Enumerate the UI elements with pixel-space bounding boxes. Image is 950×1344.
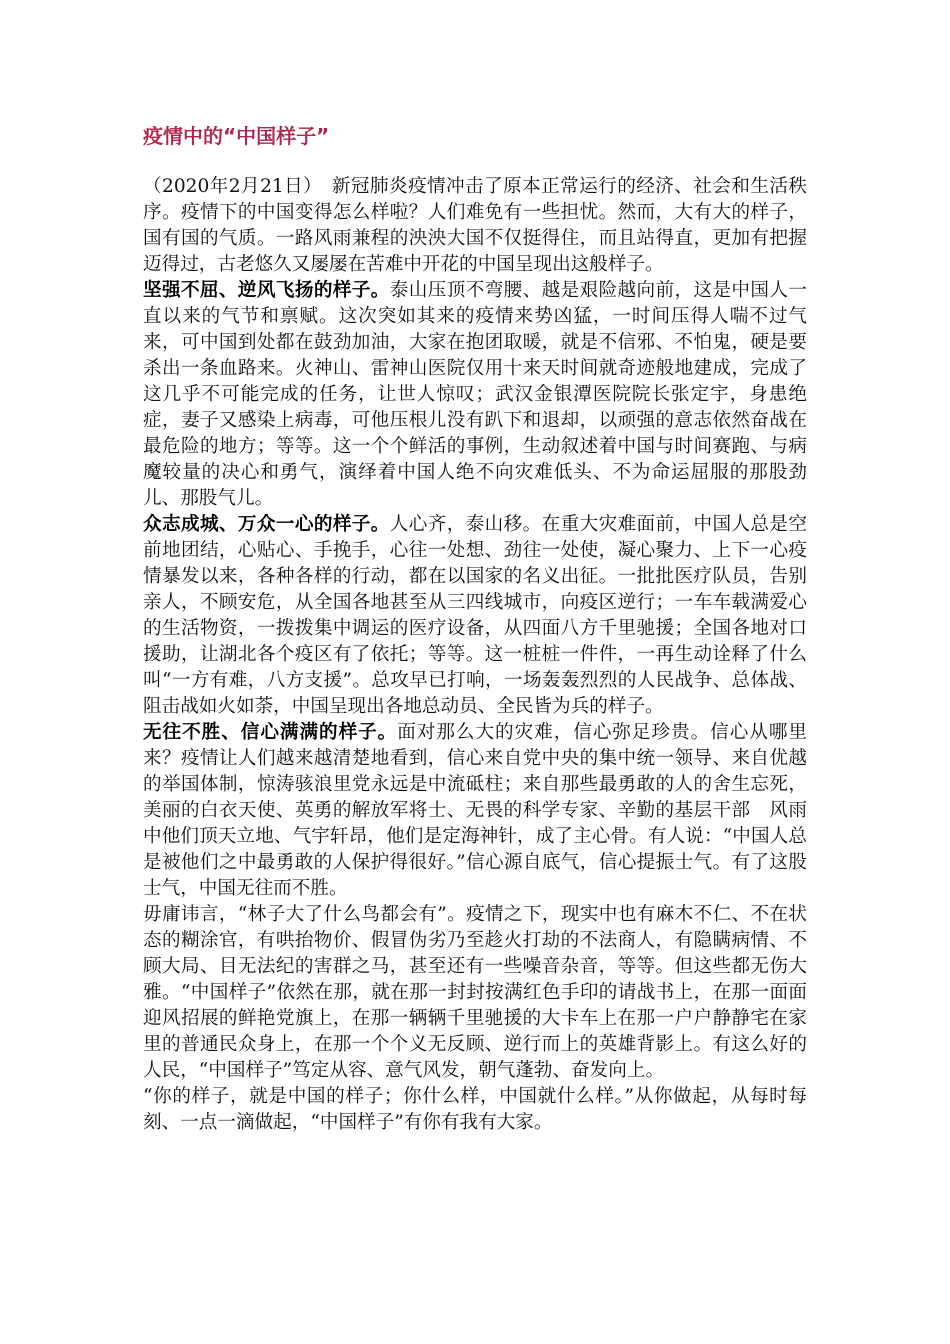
paragraph-text: （2020年2月21日） 新冠肺炎疫情冲击了原本正常运行的经济、社会和生活秩序。疫情下的中国变得怎么样啦？人们难免有一些担忧。然而，大有大的样子，国有国的气质。一路风雨兼程的泱泱大国不仅挺得住，而且站得直，更加有把握迈得过，古老悠久又屡屡在苦难中开花的中国呈现出这般样子。 [143,176,807,275]
paragraph-text: “你的样子，就是中国的样子；你什么样，中国就什么样。”从你做起，从每时每刻、一点一滴做起，“中国样子”有你有我有大家。 [143,1086,807,1133]
paragraph-lead-in: 众志成城、万众一心的样子。 [143,514,390,535]
paragraph-text: 毋庸讳言，“林子大了什么鸟都会有”。疫情之下，现实中也有麻木不仁、不在状态的糊涂官，有哄抬物价、假冒伪劣乃至趁火打劫的不法商人，有隐瞒病情、不顾大局、目无法纪的害群之马，甚至还有一些噪音杂音，等等。但这些都无伤大雅。“中国样子”依然在那，就在那一封封按满红色手印的请战书上，在那一面面迎风招展的鲜艳党旗上，在那一辆辆千里驰援的大卡车上在那一户户静静宅在家里的普通民众身上，在那一个个义无反顾、逆行而上的英雄背影上。有这么好的人民，“中国样子”笃定从容、意气风发，朝气蓬勃、奋发向上。 [143,904,807,1081]
document-body [143,174,807,1136]
paragraph-text: 人心齐，泰山移。在重大灾难面前，中国人总是空前地团结，心贴心、手挽手，心往一处想、劲往一处使，凝心聚力、上下一心疫情暴发以来，各种各样的行动，都在以国家的名义出征。一批批医疗队员，告别亲人，不顾安危，从全国各地甚至从三四线城市，向疫区逆行；一车车载满爱心的生活物资，一拨拨集中调运的医疗设备，从四面八方千里驰援；全国各地对口援助，让湖北各个疫区有了依托；等等。这一桩桩一件件，一再生动诠释了什么叫“一方有难，八方支援”。总攻早已打响，一场轰轰烈烈的人民战争、总体战、阻击战如火如荼，中国呈现出各地总动员、全民皆为兵的样子。 [143,514,807,717]
paragraph-resilience [143,278,807,512]
document-title: 疫情中的“中国样子” [143,124,330,148]
paragraph-text: 泰山压顶不弯腰、越是艰险越向前，这是中国人一直以来的气节和禀赋。这次突如其来的疫情来势凶猛，一时间压得人喘不过气来，可中国到处都在鼓劲加油，大家在抱团取暖，就是不信邪、不怕鬼，硬是要杀出一条血路来。火神山、雷神山医院仅用十来天时间就奇迹般地建成，完成了这几乎不可能完成的任务，让世人惊叹；武汉金银潭医院院长张定宇，身患绝症，妻子又感染上病毒，可他压根儿没有趴下和退却，以顽强的意志依然奋战在最危险的地方；等等。这一个个鲜活的事例，生动叙述着中国与时间赛跑、与病魔较量的决心和勇气，演绎着中国人绝不向灾难低头、不为命运屈服的那股劲儿、那股气儿。 [143,280,807,509]
paragraph-lead-in: 无往不胜、信心满满的样子。 [143,722,398,743]
paragraph-closing [143,1084,807,1136]
paragraph-reality [143,902,807,1084]
paragraph-text: 面对那么大的灾难，信心弥足珍贵。信心从哪里来？疫情让人们越来越清楚地看到，信心来自党中央的集中统一领导、来自优越的举国体制，惊涛骇浪里党永远是中流砥柱；来自那些最勇敢的人的舍生忘死，美丽的白衣天使、英勇的解放军将士、无畏的科学专家、辛勤的基层干部 风雨中他们顶天立地、气宇轩昂，他们是定海神针，成了主心骨。有人说：“中国人总是被他们之中最勇敢的人保护得很好。”信心源自底气，信心提振士气。有了这股士气，中国无往而不胜。 [143,722,807,899]
paragraph-intro [143,174,807,278]
paragraph-lead-in: 坚强不屈、逆风飞扬的样子。 [143,280,390,301]
paragraph-unity [143,512,807,720]
paragraph-confidence [143,720,807,902]
